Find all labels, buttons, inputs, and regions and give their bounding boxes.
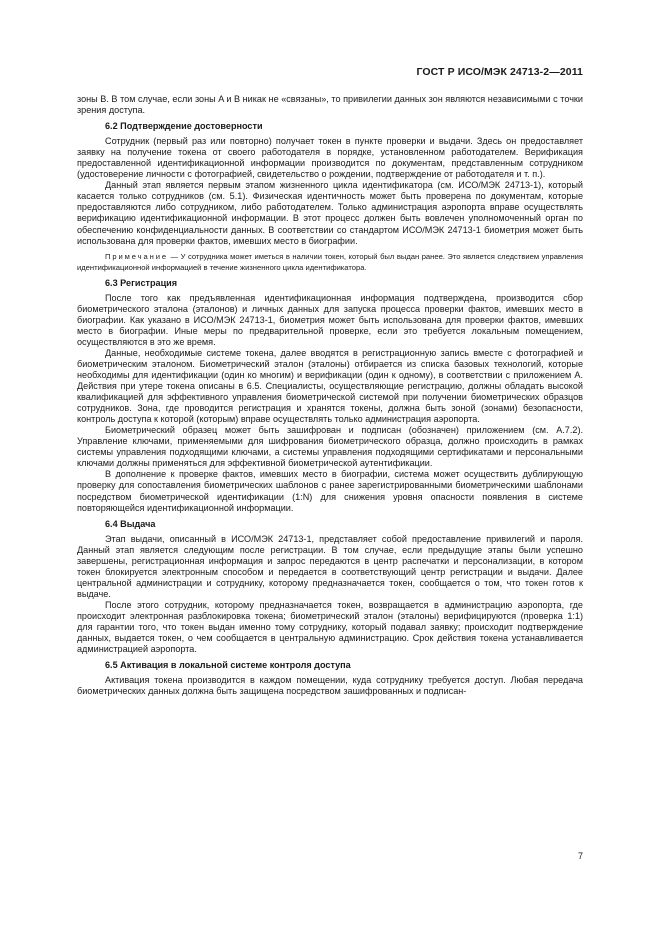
paragraph: После того как предъявленная идентификационная информация подтверждена, производится сбор биометрического эталона (эталонов) и личных данных для запуска процесса проверки фактов, имевших место в биографии. Как указано в ИСО/МЭК 24713-1, биометрия может быть использована для проверки фактов, имевших место в биографии. Иные меры по предварительной проверке, если это требуется локальным помещением, осуществляются в это же время. [77, 292, 583, 347]
note-label: Примечание [105, 251, 168, 261]
section-heading-6-5: 6.5 Активация в локальной системе контроля доступа [105, 660, 351, 671]
section-heading-6-3: 6.3 Регистрация [105, 277, 178, 288]
document-body [77, 94, 583, 697]
page-number: 7 [577, 851, 583, 861]
paragraph: В дополнение к проверке фактов, имевших место в биографии, система может осуществить дублирующую проверку для сопоставления биометрических шаблонов с ранее зарегистрированными биометрическими шаблонами посредством биометрической идентификации (1:N) для снижения уровня опасности появления в системе повторяющейся идентификационной информации. [77, 469, 583, 513]
note-text: — У сотрудника может иметься в наличии токен, который был выдан ранее. Это является следствием управления идентификационной информацией в течение жизненного цикла идентификатора. [77, 251, 583, 272]
paragraph: Биометрический образец может быть зашифрован и подписан (обозначен) приложением (см. A.7.2). Управление ключами, применяемыми для шифрования биометрического образца, должно происходить в рамках системы управления подходящими ключами, а системы управления подходящими сертификатами и персональными ключами должны применяться для эффективной биометрической аутентификации. [77, 425, 583, 469]
paragraph: Сотрудник (первый раз или повторно) получает токен в пункте проверки и выдачи. Здесь он предоставляет заявку на получение токена от своего работодателя в порядке, установленном работодателем. Верификация предоставленной идентификационной информации производится по документам, представленным сотрудником (удостоверение личности с фотографией, свидетельство о рождении, подтверждение от работодателя и т. п.). [77, 136, 583, 180]
document-code-header: ГОСТ Р ИСО/МЭК 24713-2—2011 [416, 66, 583, 78]
section-heading-6-2: 6.2 Подтверждение достоверности [105, 121, 263, 132]
section-heading-6-4: 6.4 Выдача [105, 518, 156, 529]
paragraph: Данные, необходимые системе токена, далее вводятся в регистрационную запись вместе с фотографией и биометрическим эталоном. Биометрический эталон (эталоны) отбирается из списка базовых технологий, которые необходимы для идентификации (один ко многим) и верификации (один к одному), в соответствии с приложением A. Действия при утере токена описаны в 6.5. Специалисты, осуществляющие регистрацию, должны обладать высокой квалификацией для эффективного управления биометрической системой при получении биометрических образцов сотрудников. Зона, где проводится регистрация и хранятся токены, должна быть зоной (зонами) безопасности, контроль доступа к которой (которым) вправе осуществлять только администрация аэропорта. [77, 347, 583, 425]
paragraph: зоны B. В том случае, если зоны A и B никак не «связаны», то привилегии данных зон являются независимыми с точки зрения доступа. [77, 94, 583, 116]
paragraph: Активация токена производится в каждом помещении, куда сотруднику требуется доступ. Любая передача биометрических данных должна быть защищена посредством зашифрованных и подписан- [77, 675, 583, 697]
paragraph: Этап выдачи, описанный в ИСО/МЭК 24713-1, представляет собой предоставление привилегий и пароля. Данный этап является следующим после регистрации. В том случае, если предыдущие этапы были успешно завершены, регистрационная информация и запрос передаются в центр распечатки и персонализации, в котором токен блокируется электронным способом и передается в соответствующий центр регистрации и выдачи. Далее центральной администрации и сотруднику, которому предназначается токен, сообщается о том, что токен готов к выдаче. [77, 533, 583, 599]
paragraph: Данный этап является первым этапом жизненного цикла идентификатора (см. ИСО/МЭК 24713-1), который касается только сотрудников (см. 5.1). Физическая идентичность может быть проверена по документам, которые предоставляются либо сотрудником, либо работодателем. Только администрация аэропорта вправе осуществлять верификацию идентификационной информации. В этот процесс должен быть вовлечен уполномоченный орган по обеспечению конфиденциальности данных. В соответствии со стандартом ИСО/МЭК 24713-1 биометрия может быть использована для проверки фактов, имевших место в биографии. [77, 180, 583, 246]
paragraph: После этого сотрудник, которому предназначается токен, возвращается в администрацию аэропорта, где происходит электронная разблокировка токена; биометрический эталон (эталоны) верифицируются (проверка 1:1) для гарантии того, что токен выдан именно тому сотруднику, который подавал заявку; происходит подтверждение данных, выдается токен, о чем сообщается в центральную администрацию. Срок действия токена устанавливается администрацией аэропорта. [77, 599, 583, 655]
note [77, 251, 583, 273]
